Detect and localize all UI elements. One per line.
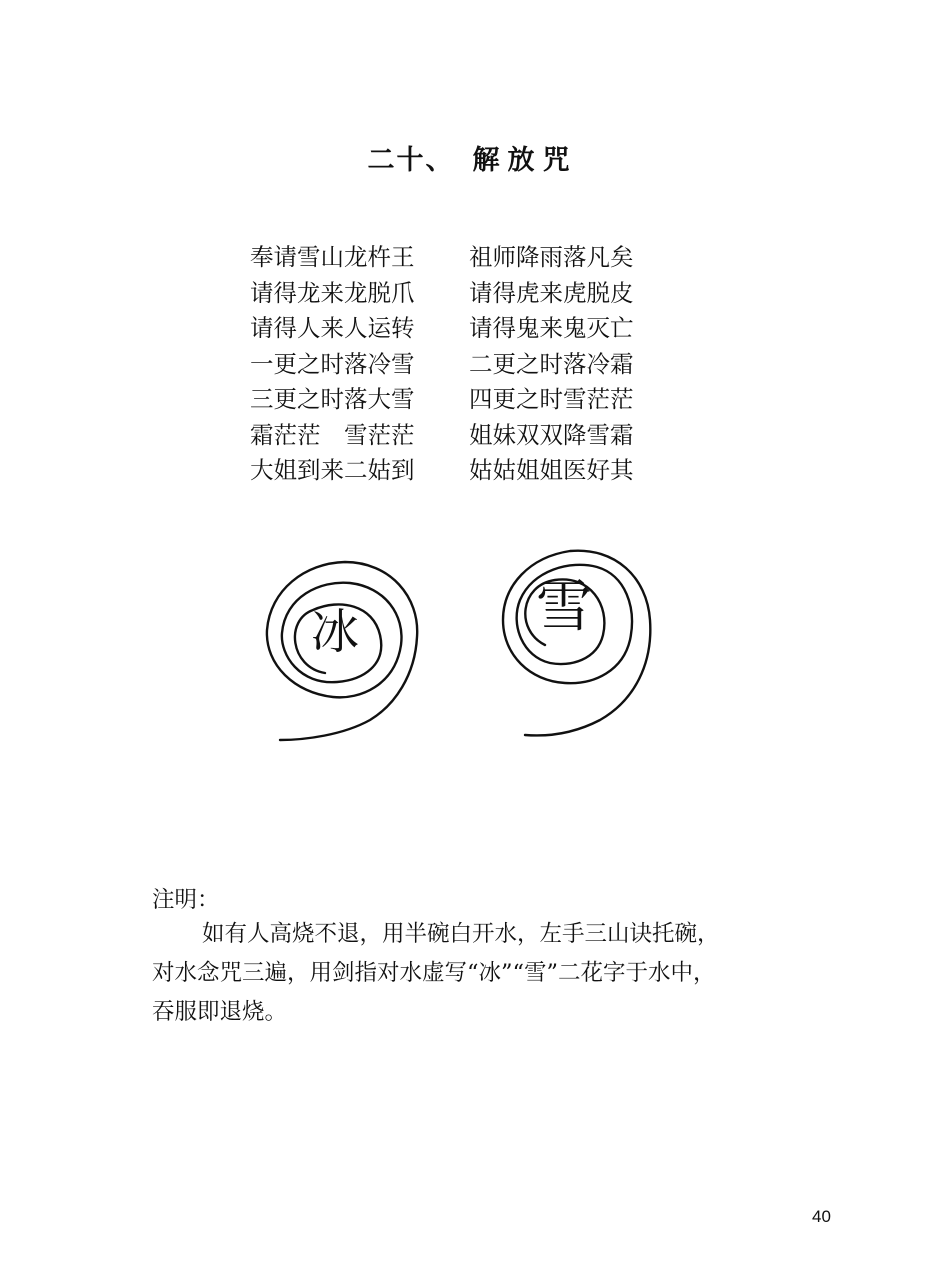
verse-line (250, 311, 670, 347)
verse-line-left: 三更之时落大雪 (250, 385, 415, 413)
ice-character: 冰 (311, 604, 360, 660)
snow-talisman (485, 535, 675, 750)
ice-talisman (245, 535, 435, 750)
verse-line (250, 382, 670, 418)
verse-line-left: 霜茫茫 雪茫茫 (250, 420, 415, 449)
verse-line-left: 请得人来人运转 (250, 314, 415, 342)
page-number: 40 (812, 1207, 831, 1226)
verse-line-left: 一更之时落冷雪 (250, 349, 415, 378)
verse-line-right: 请得鬼来鬼灭亡 (469, 314, 634, 342)
verse-line (250, 276, 670, 312)
verse-line-left: 奉请雪山龙杵王 (250, 243, 415, 271)
verse-line-right: 姐妹双双降雪霜 (469, 420, 634, 449)
verse-line-left: 请得龙来龙脱爪 (250, 278, 415, 307)
spiral-snow-icon (485, 535, 675, 750)
verse-line-right: 请得虎来虎脱皮 (469, 278, 634, 307)
note-line: 对水念咒三遍，用剑指对水虚写“冰”“雪”二花字于水中， (152, 960, 716, 986)
verse-line-right: 祖师降雨落凡矣 (469, 243, 634, 271)
title-name: 解放咒 (472, 145, 578, 176)
note-line: 吞服即退烧。 (152, 999, 288, 1025)
verse-line-left: 大姐到来二姑到 (250, 456, 415, 484)
note-line: 如有人高烧不退，用半碗白开水，左手三山诀托碗， (202, 921, 720, 947)
incantation-verse (250, 240, 670, 489)
verse-line (250, 347, 670, 383)
verse-line-right: 姑姑姐姐医好其 (469, 456, 634, 484)
snow-character: 雪 (536, 575, 592, 640)
title-number: 二十、 (367, 145, 455, 176)
verse-line (250, 240, 670, 276)
verse-line (250, 418, 670, 454)
page-title (0, 138, 945, 177)
note-body (152, 915, 852, 1032)
verse-line-right: 二更之时落冷霜 (469, 349, 634, 378)
verse-line-right: 四更之时雪茫茫 (469, 385, 634, 413)
verse-line (250, 453, 670, 489)
note-heading: 注明： (152, 887, 220, 913)
